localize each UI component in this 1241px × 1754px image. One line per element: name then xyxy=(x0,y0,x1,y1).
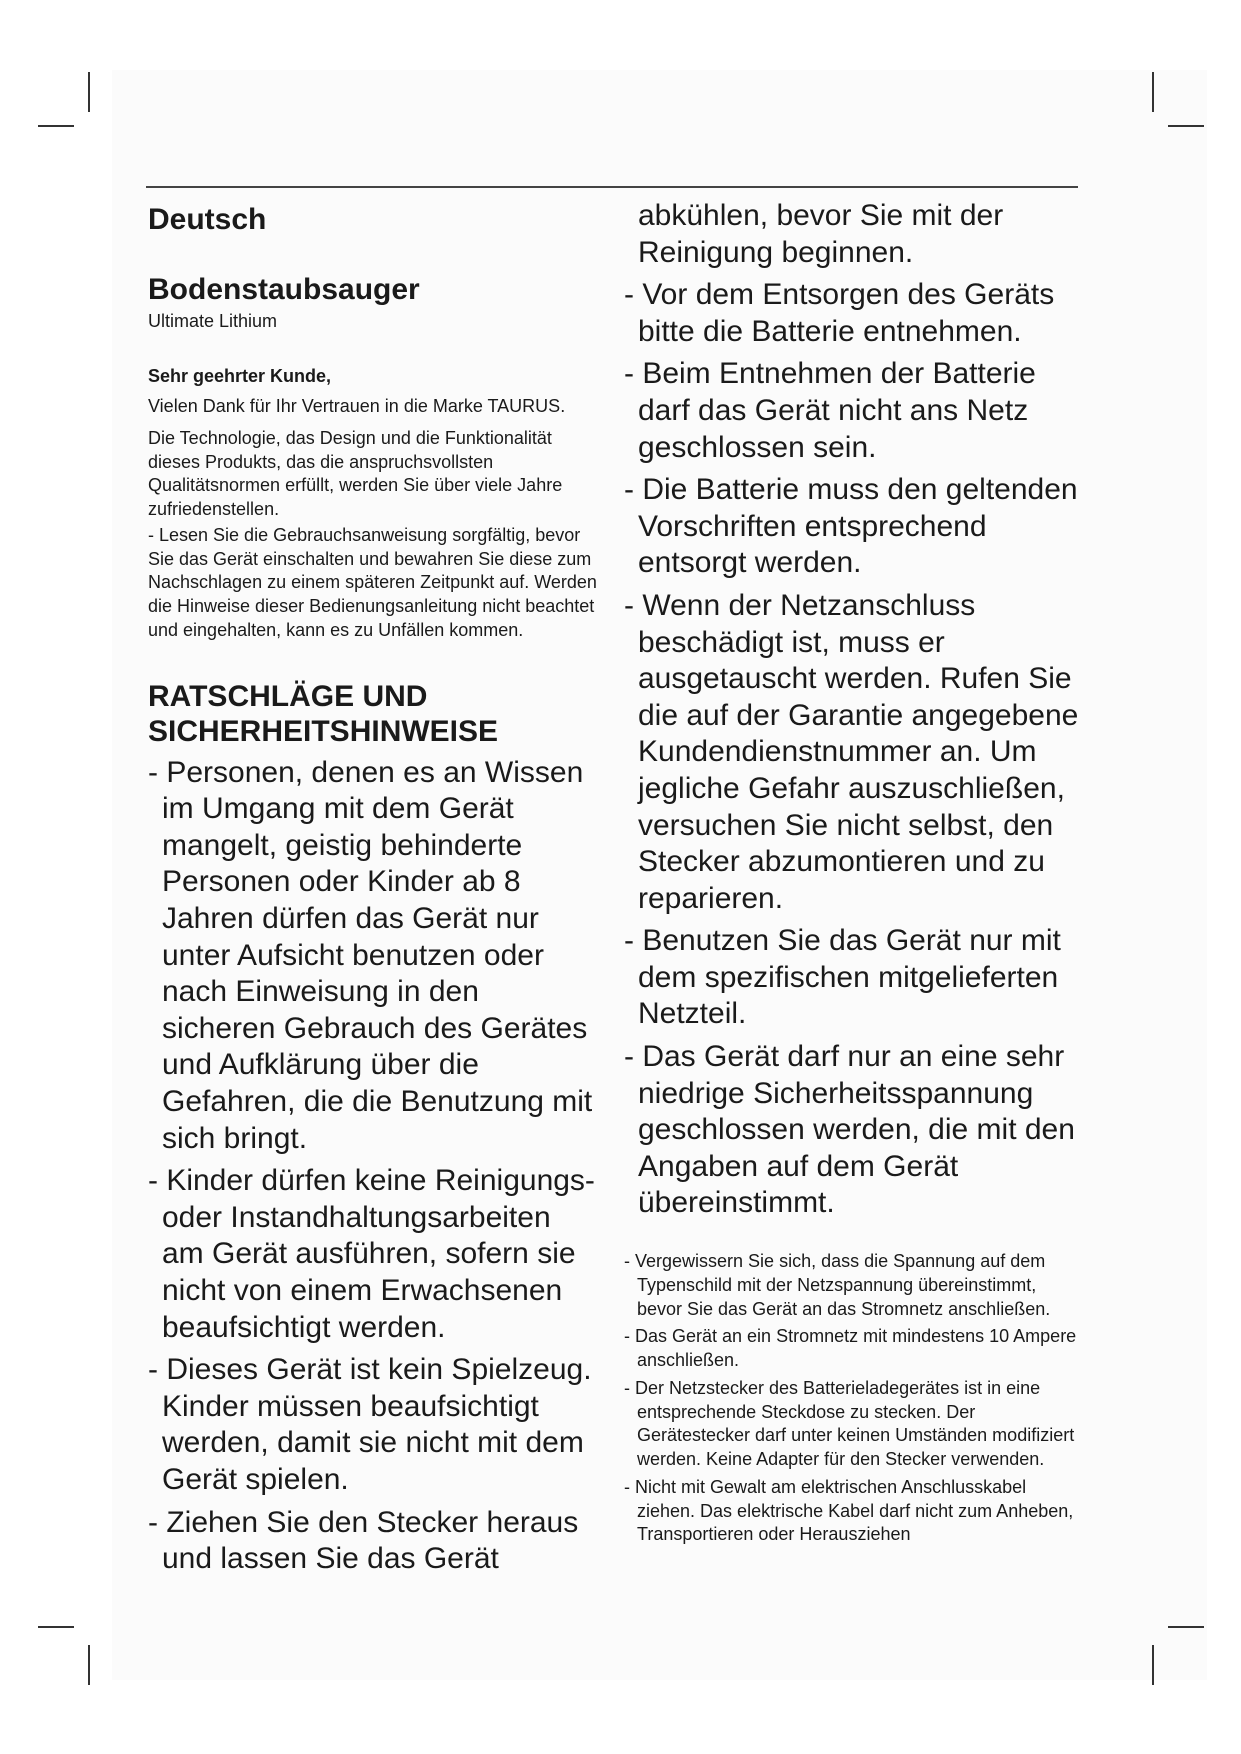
safety-item: - Die Batterie muss den geltenden Vorschriften entsprechend entsorgt werden. xyxy=(624,473,1078,580)
greeting: Sehr geehrter Kunde, xyxy=(148,366,332,386)
product-subtitle: Ultimate Lithium xyxy=(148,311,278,331)
product-title: Bodenstaubsauger xyxy=(148,273,420,306)
safety-item: - Ziehen Sie den Stecker heraus und lassen Sie das Gerät xyxy=(148,1505,579,1576)
safety-item: - Kinder dürfen keine Reinigungs- oder Instandhaltungsarbeiten am Gerät ausführen, sofern sie nicht von einem Erwachsenen beaufsichtigt werden. xyxy=(148,1164,595,1344)
safety-item: - Benutzen Sie das Gerät nur mit dem spezifischen mitgelieferten Netzteil. xyxy=(624,924,1061,1031)
right-column xyxy=(624,188,1084,1547)
safety-note: - Nicht mit Gewalt am elektrischen Anschlusskabel ziehen. Das elektrische Kabel darf nicht zum Anheben, Transportieren oder Herausziehen xyxy=(624,1476,1074,1545)
safety-note: - Der Netzstecker des Batterieladegerätes ist in eine entsprechende Steckdose zu stecken. Der Gerätestecker darf unter keinen Umständen modifiziert werden. Keine Adapter für den Stecker verwenden. xyxy=(624,1377,1075,1470)
safety-heading: RATSCHLÄGE UND SICHERHEITSHINWEISE xyxy=(148,679,499,748)
crop-mark-top-left-horizontal xyxy=(38,125,74,127)
crop-mark-top-right-vertical xyxy=(1152,72,1154,112)
safety-item: - Das Gerät darf nur an eine sehr niedrige Sicherheitsspannung geschlossen werden, die mit den Angaben auf dem Gerät übereinstimmt. xyxy=(624,1040,1075,1220)
crop-mark-bottom-right-horizontal xyxy=(1168,1626,1204,1628)
language-heading: Deutsch xyxy=(148,203,267,236)
left-column xyxy=(148,188,598,1578)
crop-mark-bottom-right-vertical xyxy=(1152,1645,1154,1685)
safety-item: - Personen, denen es an Wissen im Umgang mit dem Gerät mangelt, geistig behinderte Personen oder Kinder ab 8 Jahren dürfen das Gerät nur unter Aufsicht benutzen oder nach Einweisung in den sicheren Gebrauch des Gerätes und Aufklärung über die Gefahren, die die Benutzung mit sich bringt. xyxy=(148,755,593,1155)
safety-item: - Vor dem Entsorgen des Geräts bitte die Batterie entnehmen. xyxy=(624,278,1055,348)
crop-mark-bottom-left-horizontal xyxy=(38,1626,74,1628)
safety-item: - Beim Entnehmen der Batterie darf das Gerät nicht ans Netz geschlossen sein. xyxy=(624,357,1036,464)
safety-item: - Dieses Gerät ist kein Spielzeug. Kinder müssen beaufsichtigt werden, damit sie nicht mit dem Gerät spielen. xyxy=(148,1353,592,1496)
safety-note: - Das Gerät an ein Stromnetz mit mindestens 10 Ampere anschließen. xyxy=(624,1326,1077,1371)
crop-mark-top-left-vertical xyxy=(88,72,90,112)
safety-item: - Wenn der Netzanschluss beschädigt ist, muss er ausgetauscht werden. Rufen Sie die auf der Garantie angegebene Kundendienstnummer an. Um jegliche Gefahr auszuschließen, versuchen Sie nicht selbst, den Stecker abzumontieren und zu reparieren. xyxy=(624,588,1079,915)
crop-mark-bottom-left-vertical xyxy=(88,1645,90,1685)
intro-paragraph: - Lesen Sie die Gebrauchsanweisung sorgfältig, bevor Sie das Gerät einschalten und bewahren Sie diese zum Nachschlagen zu einem späteren Zeitpunkt auf. Werden die Hinweise dieser Bedienungsanleitung nicht beachtet und eingehalten, kann es zu Unfällen kommen. xyxy=(148,524,597,640)
crop-mark-top-right-horizontal xyxy=(1168,125,1204,127)
safety-item-continuation: abkühlen, bevor Sie mit der Reinigung beginnen. xyxy=(638,199,1004,269)
safety-note: - Vergewissern Sie sich, dass die Spannung auf dem Typenschild mit der Netzspannung übereinstimmt, bevor Sie das Gerät an das Stromnetz anschließen. xyxy=(624,1251,1051,1319)
intro-paragraph: Vielen Dank für Ihr Vertrauen in die Marke TAURUS. xyxy=(148,396,566,416)
intro-paragraph: Die Technologie, das Design und die Funktionalität dieses Produkts, das die anspruchsvollsten Qualitätsnormen erfüllt, werden Sie über viele Jahre zufriedenstellen. xyxy=(148,427,563,519)
